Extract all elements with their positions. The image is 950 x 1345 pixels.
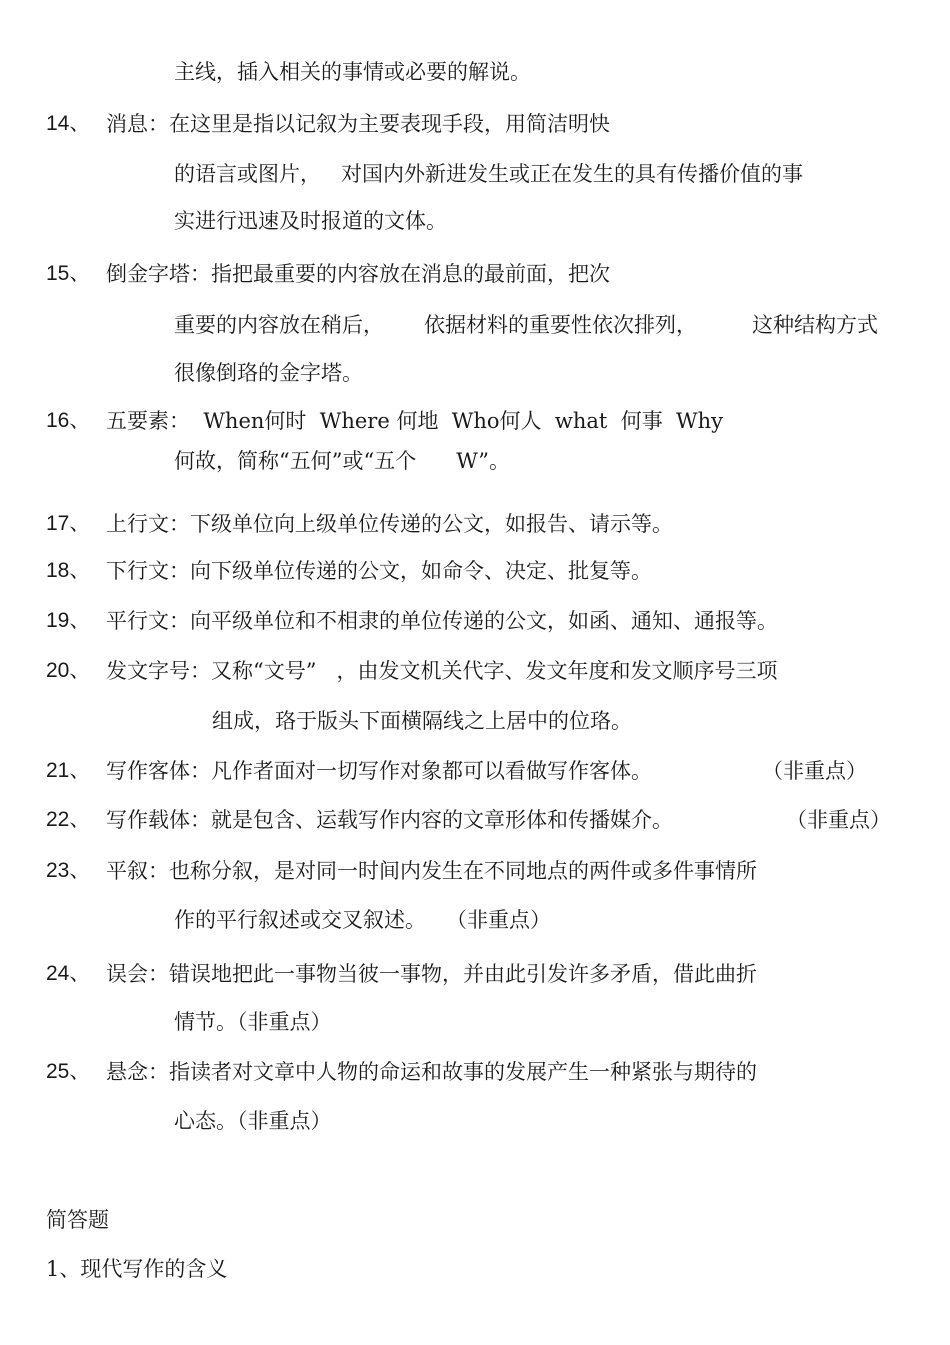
item-number: 15、 [46,262,91,285]
item-number: 18、 [46,559,91,582]
item-text: 悬念：指读者对文章中人物的命运和故事的发展产生一种紧张与期待的 [106,1060,757,1084]
item-text-cont: 作的平行叙述或交叉叙述。 （非重点） [174,908,552,932]
non-key-note: （非重点） [786,808,891,832]
item-text-cont: 心态。（非重点） [174,1109,332,1133]
item-number: 25、 [46,1060,91,1083]
item-text-cont: 实进行迅速及时报道的文体。 [174,209,447,233]
item-text: 上行文：下级单位向上级单位传递的公文，如报告、请示等。 [106,512,673,536]
item-text: 平行文：向平级单位和不相隶的单位传递的公文，如函、通知、通报等。 [106,609,778,633]
item-number: 24、 [46,962,91,985]
item-text: 发文字号：又称“文号” ，由发文机关代字、发文年度和发文顺序号三项 [106,659,778,683]
item-text: 倒金字塔：指把最重要的内容放在消息的最前面，把次 [106,262,610,286]
continuation-line: 主线，插入相关的事情或必要的解说。 [174,60,531,84]
section-title: 简答题 [46,1208,109,1232]
item-text-cont: 依据材料的重要性依次排列， [424,313,697,337]
non-key-note: （非重点） [762,759,867,783]
item-number: 14、 [46,112,91,135]
item-number: 23、 [46,859,91,882]
item-text: 消息：在这里是指以记叙为主要表现手段，用简洁明快 [106,112,610,136]
item-text-cont: 这种结构方式 [752,313,878,337]
item-number: 17、 [46,512,91,535]
item-number: 20、 [46,659,91,682]
item-text-cont: 重要的内容放在稍后， [174,313,384,337]
item-number: 16、 [46,409,91,432]
item-text: 平叙：也称分叙，是对同一时间内发生在不同地点的两件或多件事情所 [106,859,757,883]
item-text-cont: 的语言或图片， 对国内外新进发生或正在发生的具有传播价值的事 [174,162,804,186]
item-number: 21、 [46,759,91,782]
item-text: 下行文：向下级单位传递的公文，如命令、决定、批复等。 [106,559,652,583]
item-number: 19、 [46,609,91,632]
item-text-cont: 何故，简称“五何”或“五个 W”。 [174,449,510,473]
item-text: 五要素： When何时 Where 何地 Who何人 what 何事 Why [106,409,724,433]
item-text-cont: 组成，珞于版头下面横隔线之上居中的位珞。 [212,709,632,733]
item-text-cont: 很像倒珞的金字塔。 [174,361,363,385]
question-heading: 1、现代写作的含义 [46,1257,228,1281]
item-text: 写作载体：就是包含、运载写作内容的文章形体和传播媒介。 [106,808,673,832]
item-text: 误会：错误地把此一事物当彼一事物，并由此引发许多矛盾，借此曲折 [106,962,757,986]
item-text-cont: 情节。（非重点） [174,1010,332,1034]
item-number: 22、 [46,808,91,831]
item-text: 写作客体：凡作者面对一切写作对象都可以看做写作客体。 [106,759,652,783]
